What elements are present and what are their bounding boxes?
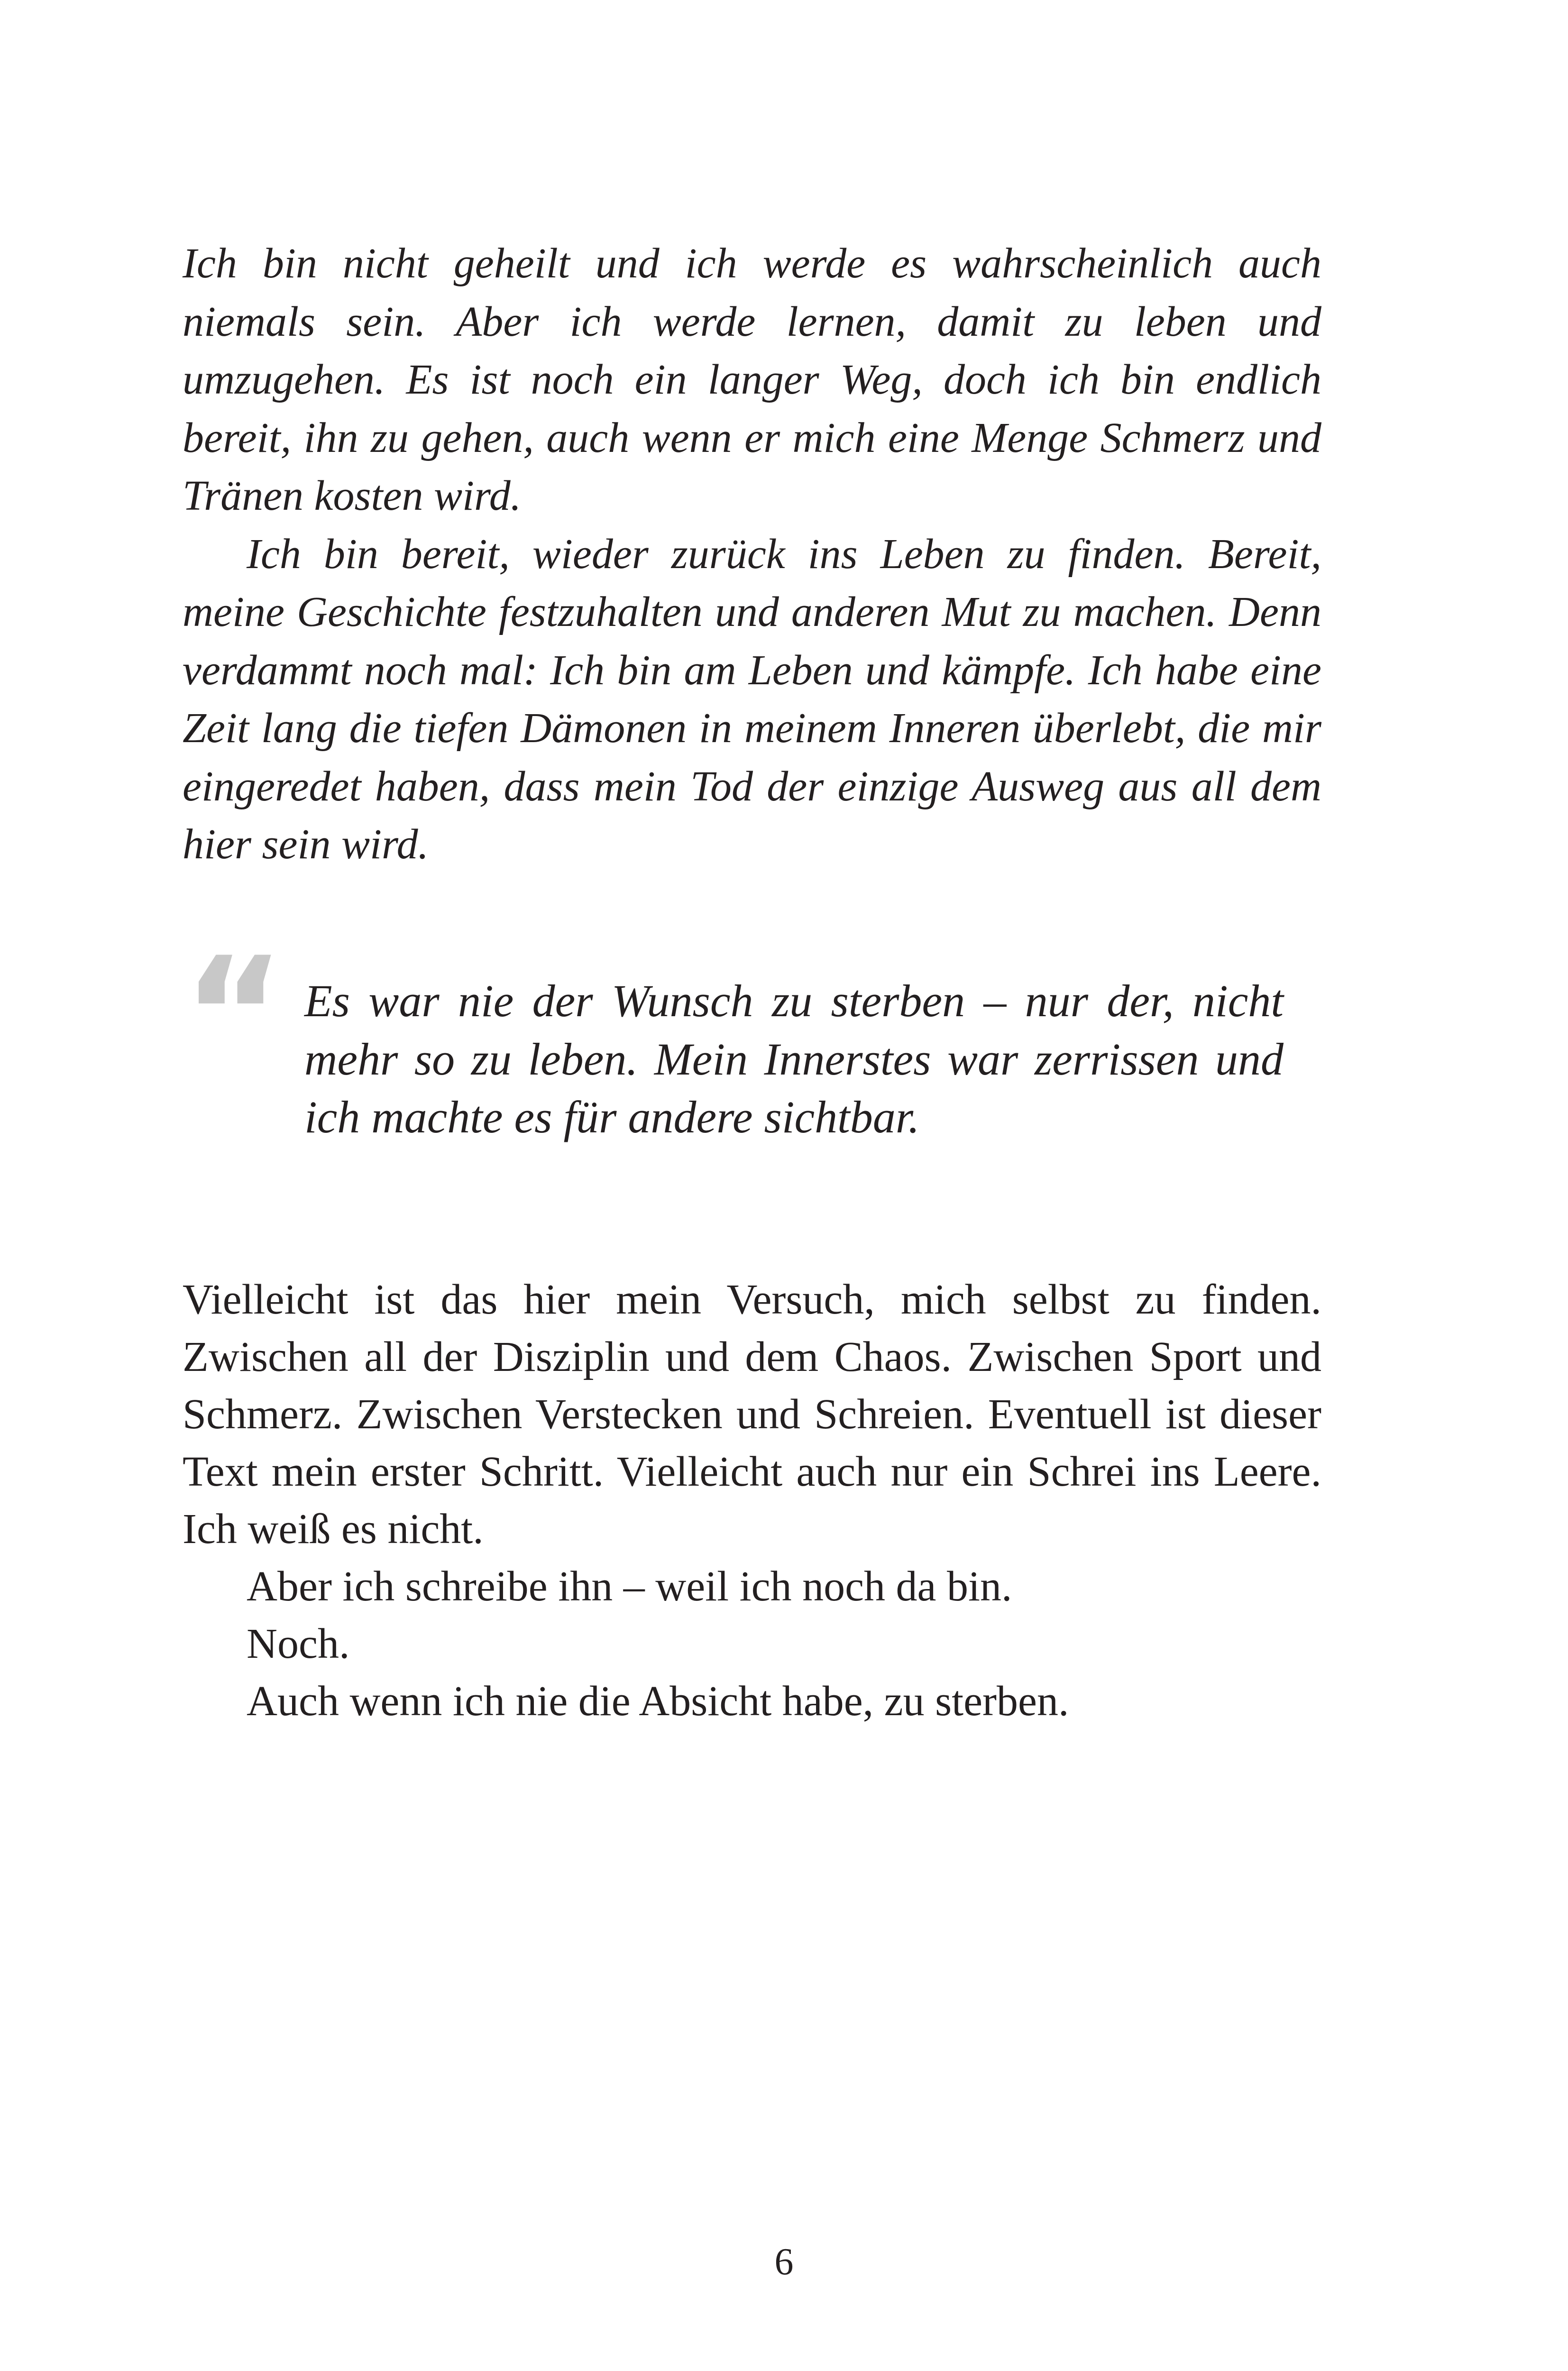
- regular-paragraph-4: Auch wenn ich nie die Absicht habe, zu sterben.: [247, 1678, 1069, 1725]
- italic-paragraph-1: Ich bin nicht geheilt und ich werde es wahrscheinlich auch niemals sein. Aber ich werde lernen, damit zu leben und umzugehen. Es ist noch ein langer Weg, doch ich bin endlich bereit, ihn zu gehen, auch wenn er mich eine Menge Schmerz und Tränen kosten wird.: [183, 240, 1321, 519]
- pull-quote: [183, 924, 1321, 1171]
- italic-text-section: [183, 235, 1321, 874]
- pull-quote-text: Es war nie der Wunsch zu sterben – nur der, nicht mehr so zu leben. Mein Innerstes war zerrissen und ich machte es für andere sichtbar.: [304, 975, 1284, 1142]
- regular-paragraph-3: Noch.: [247, 1620, 350, 1667]
- quotation-mark-icon: “: [183, 924, 285, 1106]
- italic-paragraph-2: Ich bin bereit, wieder zurück ins Leben zu finden. Bereit, meine Geschichte festzuhalten und anderen Mut zu machen. Denn verdammt noch mal: Ich bin am Leben und kämpfe. Ich habe eine Zeit lang die tiefen Dämonen in meinem Inneren überlebt, die mir eingeredet haben, dass mein Tod der einzige Ausweg aus all dem hier sein wird.: [183, 530, 1321, 868]
- regular-paragraph-1: Vielleicht ist das hier mein Versuch, mich selbst zu finden. Zwischen all der Disziplin und dem Chaos. Zwischen Sport und Schmerz. Zwischen Verstecken und Schreien. Eventuell ist dieser Text mein erster Schritt. Vielleicht auch nur ein Schrei ins Leere. Ich weiß es nicht.: [183, 1276, 1321, 1553]
- regular-paragraph-2: Aber ich schreibe ihn – weil ich noch da bin.: [247, 1563, 1012, 1610]
- regular-text-section: [183, 1271, 1321, 1730]
- page-number: 6: [774, 2241, 794, 2283]
